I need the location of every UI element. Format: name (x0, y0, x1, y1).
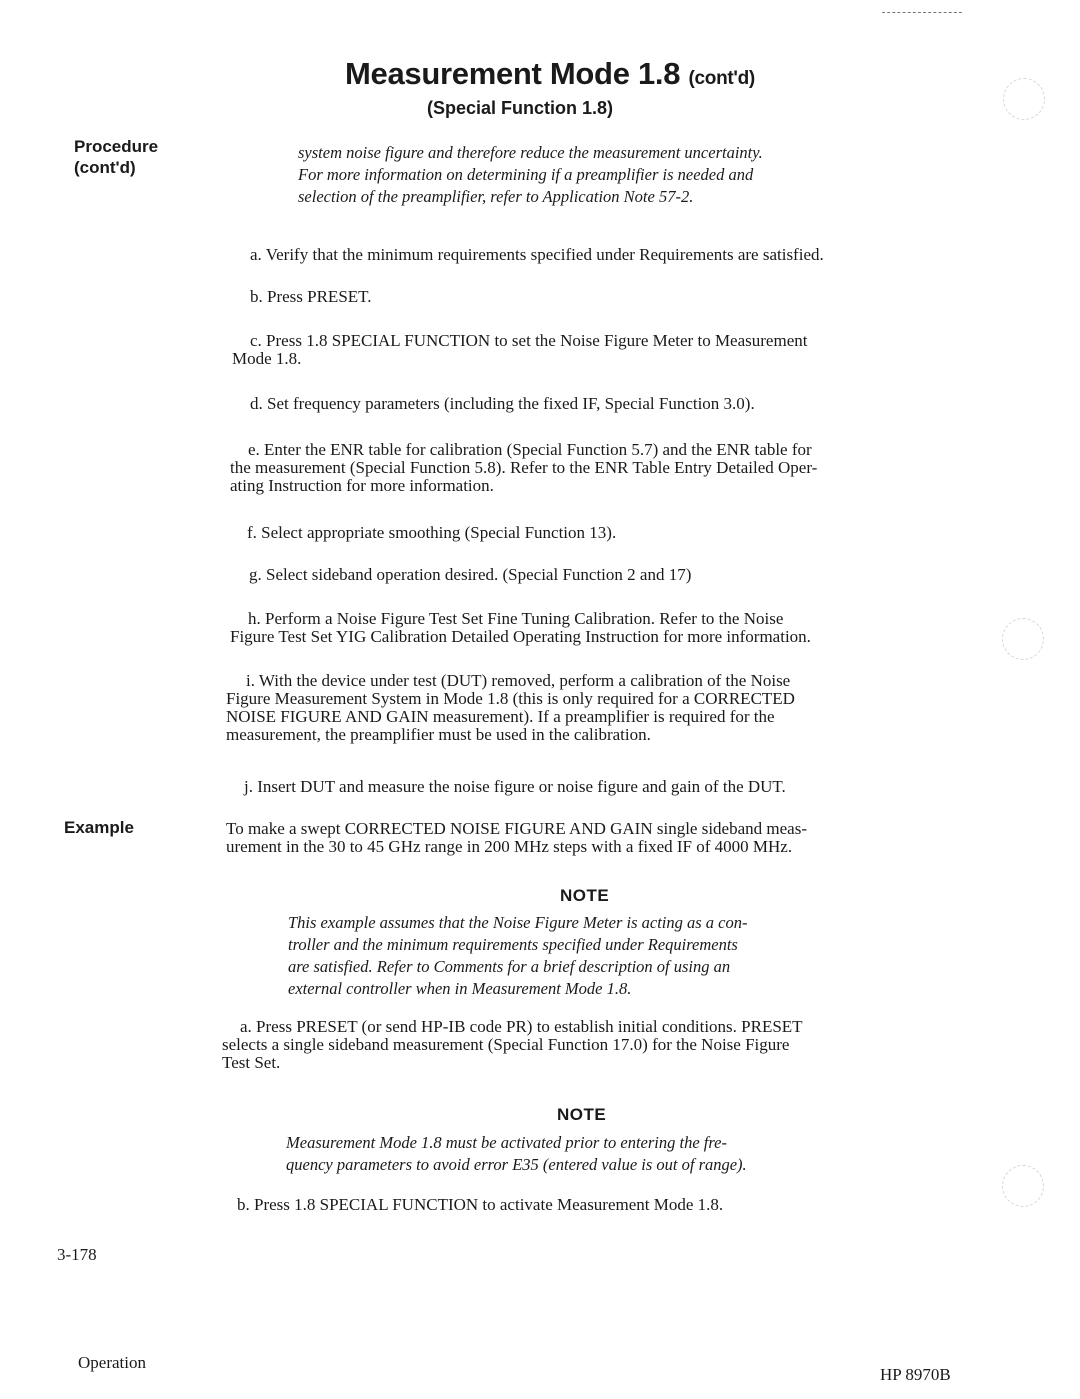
step-i-line: i. With the device under test (DUT) removed, perform a calibration of the Noise (246, 671, 791, 690)
intro-line: system noise figure and therefore reduce the measurement uncertainty. (298, 143, 763, 162)
note-1-line: troller and the minimum requirements specified under Requirements (288, 935, 738, 954)
note-2 (286, 1132, 747, 1176)
step-i (226, 672, 795, 744)
page-title-suffix: (cont'd) (688, 68, 755, 89)
example-intro (226, 820, 807, 856)
step-h (230, 610, 811, 646)
step-c (232, 332, 807, 368)
step-j: j. Insert DUT and measure the noise figure or noise figure and gain of the DUT. (244, 777, 786, 796)
example-step-a-line: Test Set. (222, 1053, 281, 1072)
note-1-line: external controller when in Measurement Mode 1.8. (288, 979, 632, 998)
sidebar-example: Example (64, 818, 134, 837)
scan-mark (882, 12, 962, 13)
note-1-line: are satisfied. Refer to Comments for a brief description of using an (288, 957, 731, 976)
page-title (0, 56, 1080, 92)
example-step-a-line: a. Press PRESET (or send HP-IB code PR) to establish initial conditions. PRESET (240, 1017, 803, 1036)
note-heading: NOTE (557, 1105, 607, 1124)
intro-line: For more information on determining if a preamplifier is needed and (298, 165, 754, 184)
step-e-line: e. Enter the ENR table for calibration (Special Function 5.7) and the ENR table for (248, 440, 812, 459)
note-2-line: Measurement Mode 1.8 must be activated prior to entering the fre- (286, 1133, 727, 1152)
page-title-main: Measurement Mode 1.8 (345, 56, 681, 91)
step-h-line: h. Perform a Noise Figure Test Set Fine Tuning Calibration. Refer to the Noise (248, 609, 784, 628)
binder-hole (1002, 618, 1044, 660)
example-intro-line: To make a swept CORRECTED NOISE FIGURE AND GAIN single sideband meas- (226, 819, 807, 838)
page-number: 3-178 (57, 1245, 97, 1264)
example-step-a-line: selects a single sideband measurement (Special Function 17.0) for the Noise Figure (222, 1035, 790, 1054)
intro-paragraph (298, 142, 763, 208)
footer-model: HP 8970B (880, 1365, 951, 1384)
example-step-b: b. Press 1.8 SPECIAL FUNCTION to activate Measurement Mode 1.8. (237, 1195, 724, 1214)
sidebar-procedure-line2: (cont'd) (74, 158, 136, 177)
step-a: a. Verify that the minimum requirements specified under Requirements are satisfied. (250, 245, 824, 264)
sidebar-procedure (74, 136, 158, 178)
example-intro-line: urement in the 30 to 45 GHz range in 200 MHz steps with a fixed IF of 4000 MHz. (226, 837, 793, 856)
step-c-line: Mode 1.8. (232, 349, 302, 368)
footer-section: Operation (78, 1353, 146, 1372)
note-heading: NOTE (560, 886, 610, 905)
step-f: f. Select appropriate smoothing (Special Function 13). (247, 523, 617, 542)
step-i-line: NOISE FIGURE AND GAIN measurement). If a preamplifier is required for the (226, 707, 775, 726)
example-step-a (222, 1018, 803, 1072)
intro-line: selection of the preamplifier, refer to Application Note 57-2. (298, 187, 694, 206)
step-h-line: Figure Test Set YIG Calibration Detailed Operating Instruction for more information. (230, 627, 811, 646)
step-i-line: measurement, the preamplifier must be used in the calibration. (226, 725, 651, 744)
step-i-line: Figure Measurement System in Mode 1.8 (this is only required for a CORRECTED (226, 689, 795, 708)
step-e-line: the measurement (Special Function 5.8). Refer to the ENR Table Entry Detailed Oper- (230, 458, 818, 477)
sidebar-procedure-line1: Procedure (74, 137, 159, 156)
binder-hole (1002, 1165, 1044, 1207)
step-g: g. Select sideband operation desired. (Special Function 2 and 17) (249, 565, 692, 584)
note-1 (288, 912, 748, 1000)
step-c-line: c. Press 1.8 SPECIAL FUNCTION to set the Noise Figure Meter to Measurement (250, 331, 808, 350)
note-1-line: This example assumes that the Noise Figure Meter is acting as a con- (288, 913, 748, 932)
step-e-line: ating Instruction for more information. (230, 476, 494, 495)
step-d: d. Set frequency parameters (including the fixed IF, Special Function 3.0). (250, 394, 755, 413)
note-2-line: quency parameters to avoid error E35 (entered value is out of range). (286, 1155, 747, 1174)
step-e (230, 441, 817, 495)
step-b: b. Press PRESET. (250, 287, 372, 306)
page-subtitle: (Special Function 1.8) (426, 98, 614, 118)
